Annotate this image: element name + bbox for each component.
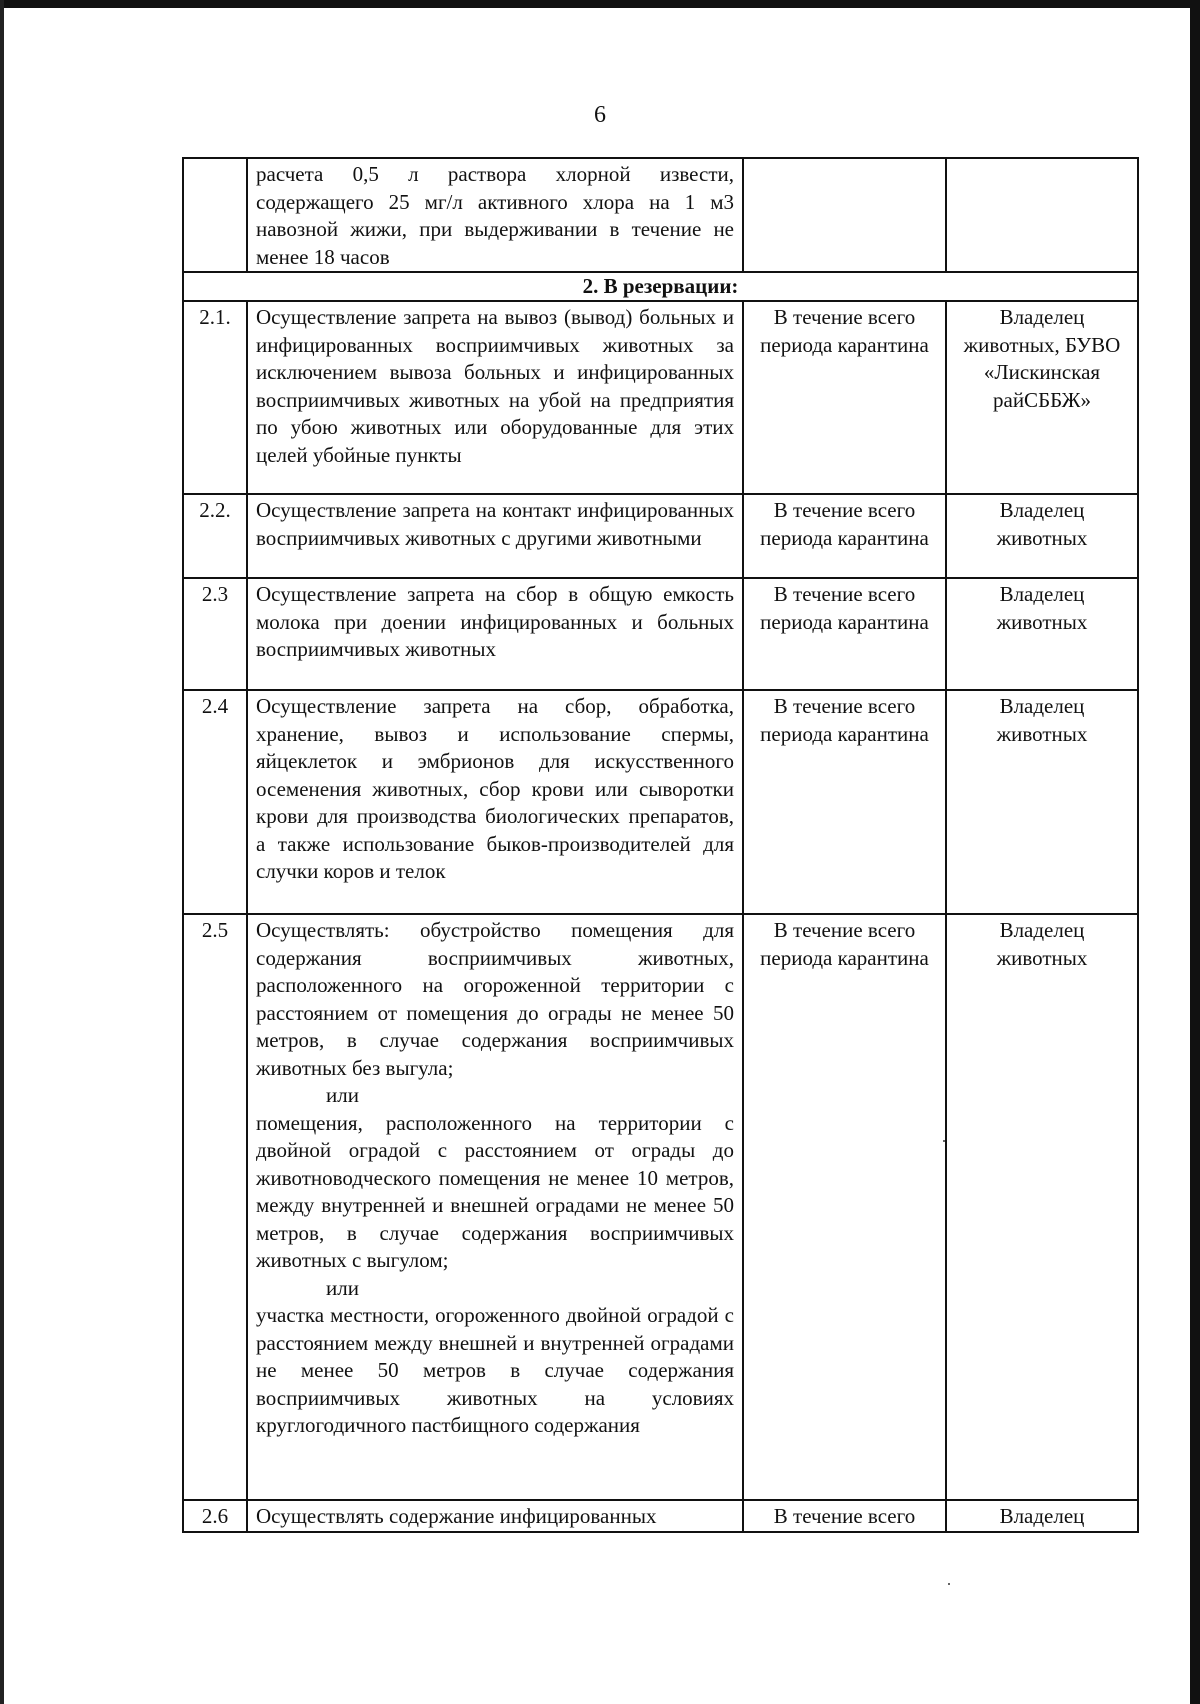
table-row (183, 494, 1138, 578)
table-row (183, 301, 1138, 494)
scan-speck (943, 1140, 945, 1142)
row-responsible: Владелец животных (946, 578, 1138, 690)
scan-speck (948, 1583, 950, 1585)
row-responsible: Владелец животных (946, 690, 1138, 914)
table-row (183, 914, 1138, 1500)
row-term: В течение всего (743, 1500, 946, 1532)
row-number: 2.5 (183, 914, 247, 1500)
row-responsible-cell (946, 158, 1138, 272)
measure-option-2: помещения, расположенного на территории с двойной оградой с расстоянием от ограды до животноводческого помещения не менее 10 метров, между внутренней и внешней оградами не менее 50 метров, в случае содержания восприимчивых животных с выгулом; (256, 1110, 734, 1272)
row-measure-text: расчета 0,5 л раствора хлорной извести, содержащего 25 мг/л активного хлора на 1 м3 навозной жижи, при выдерживании в течение не менее 18 часов (247, 158, 743, 272)
or-separator: или (326, 1083, 359, 1107)
scan-border-left (0, 0, 4, 1704)
row-number: 2.6 (183, 1500, 247, 1532)
row-number: 2.4 (183, 690, 247, 914)
section-header-row (183, 272, 1138, 301)
row-number: 2.3 (183, 578, 247, 690)
row-measure-text: Осуществление запрета на сбор в общую емкость молока при доении инфицированных и больных восприимчивых животных (247, 578, 743, 690)
section-title: 2. В резервации: (183, 272, 1138, 301)
row-responsible: Владелец животных (946, 914, 1138, 1500)
row-responsible: Владелец (946, 1500, 1138, 1532)
row-term: В течение всего периода карантина (743, 578, 946, 690)
page-number: 6 (594, 102, 606, 128)
row-responsible: Владелец животных (946, 494, 1138, 578)
row-term-cell (743, 158, 946, 272)
row-term: В течение всего периода карантина (743, 914, 946, 1500)
row-number-cell (183, 158, 247, 272)
row-measure-text: Осуществление запрета на контакт инфицированных восприимчивых животных с другими животными (247, 494, 743, 578)
row-number: 2.2. (183, 494, 247, 578)
measure-option-3: участка местности, огороженного двойной оградой с расстоянием между внешней и внутренней оградами не менее 50 метров в случае содержания восприимчивых животных на условиях круглогодичного пастбищного содержания (256, 1303, 734, 1437)
row-responsible: Владелец животных, БУВО «Лискинская райСББЖ» (946, 301, 1138, 494)
row-term: В течение всего периода карантина (743, 494, 946, 578)
row-number: 2.1. (183, 301, 247, 494)
or-separator: или (326, 1275, 359, 1300)
table-row (183, 578, 1138, 690)
row-measure-text: Осуществление запрета на сбор, обработка, хранение, вывоз и использование спермы, яйцеклеток и эмбрионов для искусственного осеменения животных, сбор крови или сыворотки крови для производства биологических препаратов, а также использование быков-производителей для случки коров и телок (247, 690, 743, 914)
table-row (183, 690, 1138, 914)
row-measure-text: Осуществление запрета на вывоз (вывод) больных и инфицированных восприимчивых животных за исключением вывоза больных и инфицированных восприимчивых животных на убой на предприятия по убою животных или оборудованные для этих целей убойные пункты (247, 301, 743, 494)
row-term: В течение всего периода карантина (743, 301, 946, 494)
measure-option-1: Осуществлять: обустройство помещения для содержания восприимчивых животных, расположенного на огороженной территории с расстоянием от помещения до ограды не менее 50 метров, в случае содержания восприимчивых животных без выгула; (256, 918, 734, 1080)
table-row-continuation (183, 158, 1138, 272)
measures-table (182, 157, 1139, 1533)
scan-border-top (0, 0, 1200, 8)
row-term: В течение всего периода карантина (743, 690, 946, 914)
row-measure-text: Осуществлять содержание инфицированных (247, 1500, 743, 1532)
row-measure-text-group (247, 914, 743, 1500)
scan-border-right (1190, 0, 1200, 1704)
table-row (183, 1500, 1138, 1532)
